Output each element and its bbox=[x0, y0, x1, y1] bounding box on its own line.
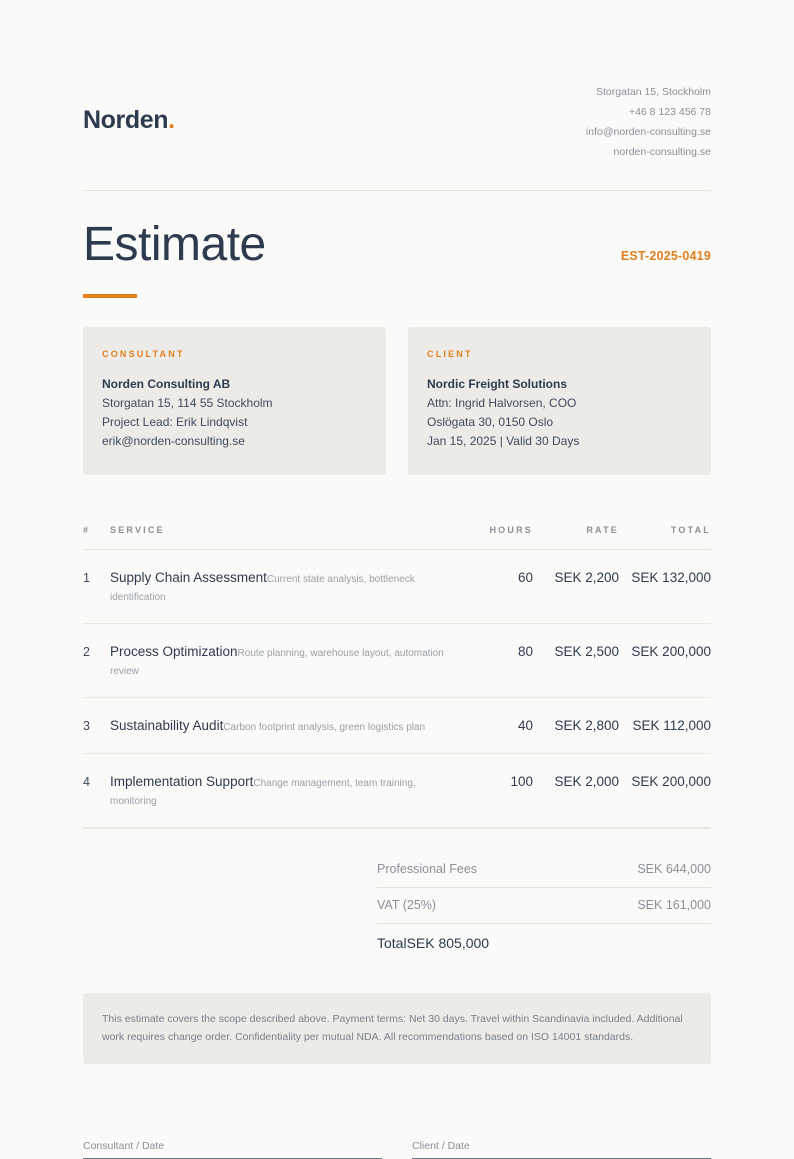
consultant-address: Storgatan 15, 114 55 Stockholm bbox=[102, 395, 273, 410]
table-row bbox=[83, 624, 711, 698]
client-name: Nordic Freight Solutions bbox=[427, 376, 567, 391]
row-hours: 100 bbox=[510, 773, 533, 789]
row-total: SEK 112,000 bbox=[632, 717, 711, 733]
row-number: 1 bbox=[83, 570, 90, 585]
row-rate: SEK 2,200 bbox=[554, 569, 619, 585]
line-items-table bbox=[83, 525, 711, 829]
row-service-subtitle: Carbon footprint analysis, green logistics plan bbox=[223, 721, 426, 733]
contact-phone: +46 8 123 456 78 bbox=[628, 106, 711, 118]
consultant-name: Norden Consulting AB bbox=[102, 376, 231, 391]
client-card-label: CLIENT bbox=[427, 348, 473, 359]
contact-website: norden-consulting.se bbox=[613, 146, 711, 158]
table-row bbox=[83, 754, 711, 828]
column-header-hours: HOURS bbox=[489, 524, 533, 535]
table-header-row bbox=[83, 525, 711, 550]
row-service-title: Sustainability Audit bbox=[110, 717, 224, 733]
subtotal-label: Professional Fees bbox=[377, 861, 478, 876]
row-service-subtitle: Change management, team training, monitoring bbox=[110, 777, 416, 807]
consultant-email: erik@norden-consulting.se bbox=[102, 433, 245, 448]
consultant-signature-block bbox=[83, 1140, 382, 1159]
grand-total-label: Total bbox=[377, 934, 407, 951]
consultant-project-lead: Project Lead: Erik Lindqvist bbox=[102, 414, 248, 429]
client-attention: Attn: Ingrid Halvorsen, COO bbox=[427, 395, 577, 410]
row-hours: 40 bbox=[517, 717, 533, 733]
contact-address: Storgatan 15, Stockholm bbox=[596, 86, 711, 98]
subtotal-value: SEK 644,000 bbox=[637, 861, 711, 876]
notes-block: This estimate covers the scope described above. Payment terms: Net 30 days. Travel within Scandinavia included. Additional work requires change order. Confidentiality per mutual NDA. All recommendations based on ISO 14001 standards. bbox=[83, 993, 711, 1064]
row-total: SEK 200,000 bbox=[631, 643, 711, 659]
brand-dot: . bbox=[168, 106, 175, 134]
client-validity: Jan 15, 2025 | Valid 30 Days bbox=[427, 433, 580, 448]
page-title: Estimate bbox=[83, 218, 266, 271]
row-hours: 80 bbox=[517, 643, 533, 659]
title-row bbox=[83, 219, 711, 272]
row-service bbox=[110, 569, 447, 605]
document-header bbox=[83, 0, 711, 162]
client-signature-block bbox=[412, 1140, 711, 1159]
header-divider bbox=[83, 190, 711, 191]
table-bottom-divider bbox=[83, 828, 711, 829]
row-service-title: Process Optimization bbox=[110, 643, 238, 659]
vat-row bbox=[377, 888, 711, 924]
totals-section bbox=[377, 852, 711, 951]
vat-label: VAT (25%) bbox=[377, 897, 437, 912]
subtotal-row bbox=[377, 852, 711, 888]
row-service bbox=[110, 773, 447, 809]
row-service bbox=[110, 643, 447, 679]
row-service bbox=[110, 717, 447, 735]
row-rate: SEK 2,500 bbox=[554, 643, 619, 659]
row-total: SEK 200,000 bbox=[631, 773, 711, 789]
parties-section bbox=[83, 327, 711, 475]
consultant-card bbox=[83, 327, 386, 475]
row-hours: 60 bbox=[517, 569, 533, 585]
grand-total-row bbox=[377, 924, 711, 951]
table-row bbox=[83, 698, 711, 754]
row-number: 2 bbox=[83, 644, 90, 659]
vat-value: SEK 161,000 bbox=[637, 897, 711, 912]
row-service-title: Supply Chain Assessment bbox=[110, 569, 267, 585]
signatures-section bbox=[83, 1140, 711, 1159]
grand-total-value: SEK 805,000 bbox=[406, 934, 490, 951]
row-service-title: Implementation Support bbox=[110, 773, 254, 789]
row-total: SEK 132,000 bbox=[631, 569, 711, 585]
contact-email: info@norden-consulting.se bbox=[585, 126, 711, 138]
document-number: EST-2025-0419 bbox=[620, 249, 711, 263]
company-contact-block bbox=[586, 82, 711, 162]
brand-logo bbox=[83, 82, 175, 133]
client-address: Oslögata 30, 0150 Oslo bbox=[427, 414, 554, 429]
client-signature-label: Client / Date bbox=[412, 1139, 470, 1152]
column-header-num: # bbox=[83, 524, 91, 535]
consultant-signature-label: Consultant / Date bbox=[83, 1139, 165, 1152]
row-service-subtitle: Current state analysis, bottleneck identification bbox=[110, 573, 415, 603]
column-header-total: TOTAL bbox=[670, 524, 711, 535]
column-header-rate: RATE bbox=[586, 524, 619, 535]
consultant-card-label: CONSULTANT bbox=[102, 348, 185, 359]
row-rate: SEK 2,800 bbox=[554, 717, 619, 733]
table-row bbox=[83, 550, 711, 624]
accent-bar bbox=[83, 294, 137, 298]
column-header-service: SERVICE bbox=[110, 524, 165, 535]
row-service-subtitle: Route planning, warehouse layout, automation review bbox=[110, 647, 444, 677]
client-card bbox=[408, 327, 711, 475]
brand-name: Norden bbox=[83, 106, 169, 134]
row-number: 4 bbox=[83, 774, 90, 789]
row-rate: SEK 2,000 bbox=[554, 773, 619, 789]
row-number: 3 bbox=[83, 718, 90, 733]
